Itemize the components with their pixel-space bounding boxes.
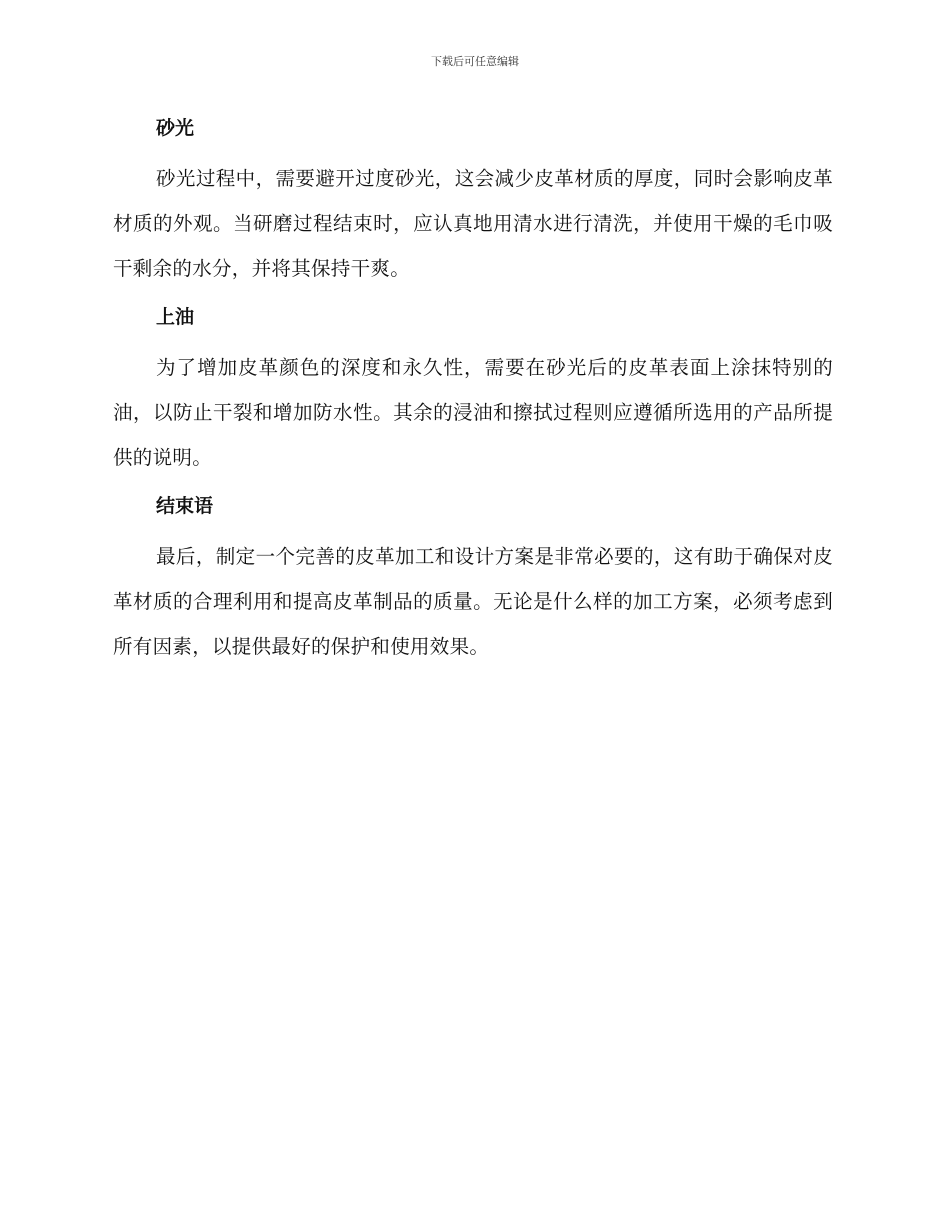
document-body [113, 112, 833, 679]
section-heading-conclusion: 结束语 [156, 495, 214, 517]
page-header: 下载后可任意编辑 [431, 55, 519, 68]
section-paragraph-oiling: 为了增加皮革颜色的深度和永久性，需要在砂光后的皮革表面上涂抹特别的油，以防止干裂和增加防水性。其余的浸油和擦拭过程则应遵循所选用的产品所提供的说明。 [113, 356, 833, 469]
section-heading-sanding: 砂光 [156, 117, 195, 139]
section-paragraph-conclusion: 最后，制定一个完善的皮革加工和设计方案是非常必要的，这有助于确保对皮革材质的合理利用和提高皮革制品的质量。无论是什么样的加工方案，必须考虑到所有因素，以提供最好的保护和使用效果。 [113, 545, 833, 658]
section-heading-oiling: 上油 [156, 306, 195, 328]
section-paragraph-sanding: 砂光过程中，需要避开过度砂光，这会减少皮革材质的厚度，同时会影响皮革材质的外观。当研磨过程结束时，应认真地用清水进行清洗，并使用干燥的毛巾吸干剩余的水分，并将其保持干爽。 [113, 167, 833, 280]
